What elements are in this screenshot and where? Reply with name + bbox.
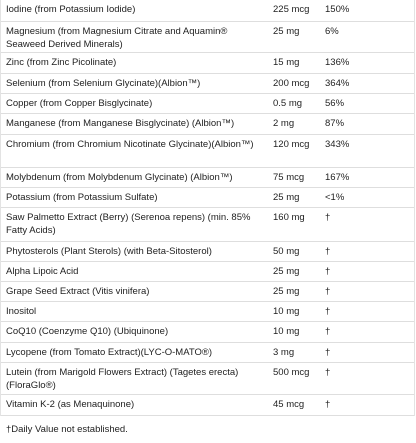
daily-value: 167% (321, 167, 415, 187)
table-row (1, 362, 415, 394)
table-row (1, 0, 415, 21)
daily-value: <1% (321, 187, 415, 207)
daily-value: 87% (321, 113, 415, 134)
amount-per-serving: 25 mg (273, 261, 321, 281)
daily-value: † (321, 321, 415, 342)
ingredient-name: Molybdenum (from Molybdenum Glycinate) (Albion™) (1, 167, 273, 187)
table-row (1, 21, 415, 52)
daily-value: † (321, 301, 415, 321)
daily-value: † (321, 394, 415, 415)
amount-per-serving: 50 mg (273, 241, 321, 261)
table-row (1, 281, 415, 301)
daily-value: 6% (321, 21, 415, 52)
amount-per-serving: 75 mcg (273, 167, 321, 187)
table-row (1, 261, 415, 281)
daily-value: 364% (321, 73, 415, 93)
amount-per-serving: 25 mg (273, 21, 321, 52)
table-row (1, 134, 415, 167)
ingredient-name: Potassium (from Potassium Sulfate) (1, 187, 273, 207)
amount-per-serving: 45 mcg (273, 394, 321, 415)
ingredient-name: Selenium (from Selenium Glycinate)(Albion™) (1, 73, 273, 93)
table-row (1, 301, 415, 321)
ingredient-name: Lycopene (from Tomato Extract)(LYC-O-MATO®) (1, 342, 273, 362)
amount-per-serving: 225 mcg (273, 0, 321, 21)
amount-per-serving: 3 mg (273, 342, 321, 362)
ingredient-name: Inositol (1, 301, 273, 321)
ingredient-name: Zinc (from Zinc Picolinate) (1, 52, 273, 73)
amount-per-serving: 0.5 mg (273, 93, 321, 113)
table-row (1, 93, 415, 113)
ingredient-name: Lutein (from Marigold Flowers Extract) (Tagetes erecta) (FloraGlo®) (1, 362, 273, 394)
amount-per-serving: 10 mg (273, 321, 321, 342)
ingredient-name: Chromium (from Chromium Nicotinate Glycinate)(Albion™) (1, 134, 273, 167)
ingredient-name: Alpha Lipoic Acid (1, 261, 273, 281)
ingredient-name: Iodine (from Potassium Iodide) (1, 0, 273, 21)
daily-value: † (321, 207, 415, 241)
daily-value: 56% (321, 93, 415, 113)
amount-per-serving: 160 mg (273, 207, 321, 241)
ingredient-name: Phytosterols (Plant Sterols) (with Beta-Sitosterol) (1, 241, 273, 261)
daily-value: † (321, 241, 415, 261)
daily-value: 150% (321, 0, 415, 21)
ingredient-name: Vitamin K-2 (as Menaquinone) (1, 394, 273, 415)
table-row (1, 207, 415, 241)
amount-per-serving: 200 mcg (273, 73, 321, 93)
amount-per-serving: 25 mg (273, 281, 321, 301)
footnote-row (1, 415, 415, 443)
amount-per-serving: 2 mg (273, 113, 321, 134)
ingredient-name: Magnesium (from Magnesium Citrate and Aquamin® Seaweed Derived Minerals) (1, 21, 273, 52)
table-row (1, 187, 415, 207)
right-border (414, 0, 415, 416)
daily-value: 136% (321, 52, 415, 73)
amount-per-serving: 25 mg (273, 187, 321, 207)
daily-value: † (321, 342, 415, 362)
table-row (1, 241, 415, 261)
table-row (1, 394, 415, 415)
ingredient-name: Grape Seed Extract (Vitis vinifera) (1, 281, 273, 301)
table-row (1, 73, 415, 93)
ingredient-name: Saw Palmetto Extract (Berry) (Serenoa repens) (min. 85% Fatty Acids) (1, 207, 273, 241)
table-row (1, 342, 415, 362)
amount-per-serving: 120 mcg (273, 134, 321, 167)
ingredient-name: Manganese (from Manganese Bisglycinate) (Albion™) (1, 113, 273, 134)
table-row (1, 52, 415, 73)
table-row (1, 167, 415, 187)
daily-value: 343% (321, 134, 415, 167)
table-row (1, 113, 415, 134)
amount-per-serving: 500 mcg (273, 362, 321, 394)
daily-value: † (321, 281, 415, 301)
ingredient-name: CoQ10 (Coenzyme Q10) (Ubiquinone) (1, 321, 273, 342)
amount-per-serving: 15 mg (273, 52, 321, 73)
daily-value: † (321, 261, 415, 281)
amount-per-serving: 10 mg (273, 301, 321, 321)
daily-value: † (321, 362, 415, 394)
ingredient-name: Copper (from Copper Bisglycinate) (1, 93, 273, 113)
supplement-facts-table (1, 0, 415, 443)
table-row (1, 321, 415, 342)
left-border (0, 0, 1, 416)
footnote-text: †Daily Value not established. (6, 423, 128, 435)
